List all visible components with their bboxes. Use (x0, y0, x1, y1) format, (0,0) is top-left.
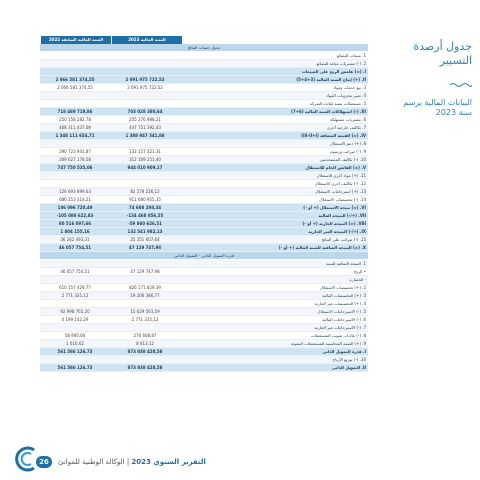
value-current: -134 468 856,55 (126, 213, 164, 218)
table-row (40, 308, 368, 316)
value-current: 255 276 988,21 (129, 117, 161, 122)
value-previous: 1 348 111 654,71 (55, 133, 95, 138)
value-current: 703 028 380,64 (127, 109, 163, 114)
section-band-selffinancing: قدرة التمويل الذاتي - التمويل الذاتي (40, 252, 368, 260)
table-row (40, 300, 368, 308)
value-previous: 46 057 754,51 (60, 269, 90, 274)
row-label: 2. (-) مشتريات مباعة للبضائع (316, 61, 366, 66)
table-row (40, 340, 368, 348)
row-label: 8. (+) دعم الاستغلال (329, 141, 366, 146)
value-current: 276 608,87 (133, 333, 157, 338)
row-label: 1. النتيجة الصافية للسنة (325, 261, 366, 266)
value-previous: 610 157 429,77 (59, 285, 91, 290)
value-previous: 561 586 126,73 (57, 349, 93, 354)
table-header (40, 36, 368, 44)
value-previous: 250 158 282,78 (59, 117, 91, 122)
row-label: IV. (=) القيمة المضافة (III-II+I) (301, 133, 366, 138)
value-previous (40, 52, 110, 59)
row-label: • الربح (354, 269, 366, 274)
value-current: 82 578 226,12 (130, 189, 160, 194)
value-previous (40, 100, 110, 107)
value-previous (40, 260, 110, 267)
side-heading (388, 40, 472, 118)
value-current (110, 100, 180, 107)
value-current (110, 92, 180, 99)
value-current (110, 68, 180, 75)
value-current: 74 608 298,34 (128, 205, 162, 210)
table-row (40, 348, 368, 356)
value-current: 47 129 747,98 (130, 269, 160, 274)
value-current (110, 260, 180, 267)
row-label: V. (=) الفائض الخام للاستغلال (305, 165, 366, 170)
table-row (40, 260, 368, 268)
page-number: 26 (36, 456, 52, 468)
footer-text: التقرير السنوي 2023 | الوكالة الوطنية للموانئ (58, 458, 206, 466)
row-label: 15. (-) ضرائب على النتائج (321, 237, 366, 242)
value-previous: 2 771 335,12 (61, 293, 89, 298)
row-label: 9. (+) القيمة المحاسبية للمستعملات المفوتة (290, 341, 366, 346)
row-label: II. (+) إنتاج السنة المالية (3+4+5) (296, 77, 366, 82)
row-label: 5. مستعملات مثبتة لفائدة الشركة (309, 101, 366, 106)
table-row (40, 52, 368, 60)
table-row (40, 132, 368, 140)
table-row (40, 228, 368, 236)
value-current: 873 838 428,58 (127, 365, 163, 370)
col-previous-year: السنة المالية السابقة 2022 (41, 36, 111, 44)
row-label: 7. تكاليف خارجية أخرى (326, 125, 366, 130)
table-row (40, 76, 368, 84)
value-current: 15 629 563,59 (130, 309, 160, 314)
table-row (40, 268, 368, 276)
value-previous: 4 199 142,29 (61, 317, 89, 322)
table-row (40, 164, 368, 172)
value-previous: 1 016,62 (66, 341, 84, 346)
table-row (40, 292, 368, 300)
page-footer (0, 440, 480, 480)
row-label: 10. (-) توزيع الأرباح (332, 357, 366, 362)
table-row (40, 236, 368, 244)
value-current: 911 680 955,35 (129, 197, 161, 202)
value-previous: 468 311 437,08 (59, 125, 91, 130)
table-row (40, 108, 368, 116)
value-previous: 718 469 719,86 (57, 109, 93, 114)
value-previous: 2 066 581 374,55 (55, 77, 95, 82)
value-previous (40, 68, 110, 75)
row-label: IX. (+/-) النتيجة الغير الجارية (308, 229, 366, 234)
row-label: VI. (=) نتيجة الاستغلال (+ أو -) (303, 205, 366, 210)
table-row (40, 100, 368, 108)
row-label: I. (=) هامش الربح على المبيعات (301, 69, 366, 74)
wave-divider-icon (450, 82, 472, 88)
table-row (40, 212, 368, 220)
row-label: 6. (-) الاسترجاعات المالية (322, 317, 366, 322)
value-previous: 46 057 754,51 (58, 245, 92, 250)
value-previous: 686 353 314,21 (59, 197, 91, 202)
value-previous (40, 180, 110, 187)
section-band-results: جدول حساب النتائج (40, 44, 368, 52)
value-current: 944 010 909,17 (127, 165, 163, 170)
value-previous: 309 627 178,58 (59, 157, 91, 162)
value-current: 873 838 428,58 (127, 349, 163, 354)
section-title: جدول أرصدة التسيير (413, 40, 472, 67)
value-current (110, 300, 180, 307)
row-label: 2. (+) تخصيصات الاستغلال (319, 285, 366, 290)
value-current (110, 180, 180, 187)
table-row (40, 180, 368, 188)
row-label: 8. (-) عائدات تفويت المستعملات (310, 333, 366, 338)
table-row (40, 364, 368, 372)
value-current: 1 388 947 341,88 (125, 133, 165, 138)
table-row (40, 356, 368, 364)
value-current: 132 541 982,13 (127, 229, 163, 234)
table-row (40, 188, 368, 196)
value-current: -59 860 626,51 (128, 221, 162, 226)
value-current: 447 751 392,43 (129, 125, 161, 130)
col-current-year: السنة المالية 2023 (112, 36, 182, 44)
value-previous: 290 723 941,87 (59, 149, 91, 154)
table-row (40, 276, 368, 284)
value-current: 2 091 975 722,52 (125, 77, 165, 82)
table-row (40, 316, 368, 324)
value-previous: 747 750 535,06 (57, 165, 93, 170)
value-previous (40, 92, 110, 99)
value-current (110, 60, 180, 67)
row-label: 12. (-) تكاليف أخرى للاستغلال (314, 181, 366, 186)
row-label: 10. (-) تكاليف المستخدمين (319, 157, 366, 162)
report-title: التقرير السنوي 2023 (131, 458, 206, 466)
row-label: I. قدرة التمويل الذاتي (322, 349, 366, 354)
value-current: 47 129 747,98 (128, 245, 162, 250)
value-previous: 1 804 155,16 (60, 229, 90, 234)
table-row (40, 332, 368, 340)
table-row (40, 68, 368, 76)
table-row (40, 60, 368, 68)
value-previous (40, 276, 110, 283)
row-label: VIII. (=) النتيجة الجارية (+ أو -) (302, 221, 366, 226)
value-previous: -105 080 622,83 (56, 213, 94, 218)
row-label: 6. مشتريات مستهلكة (329, 117, 366, 122)
row-label: 3. (+) التخصيصات المالية (322, 293, 366, 298)
section-subtitle: البيانات المالية برسم سنة 2023 (403, 98, 472, 117)
table-row (40, 196, 368, 204)
value-previous: 126 693 899,63 (59, 189, 91, 194)
value-current: 2 771 335,12 (131, 317, 159, 322)
table-row (40, 204, 368, 212)
results-table (40, 36, 368, 372)
value-current (110, 356, 180, 363)
value-current (110, 172, 180, 179)
row-label: 3. بيع خدمات ومواد (333, 85, 366, 90)
table-row (40, 148, 368, 156)
value-previous (40, 172, 110, 179)
value-previous: 186 096 720,49 (57, 205, 93, 210)
table-row (40, 116, 368, 124)
row-label: - الخسارة (349, 277, 366, 282)
row-label: 5. (-) الاسترجاعات الاستغلال (317, 309, 366, 314)
row-label: X. (=) النتيجة الصافية للسنة المالية (+ أو -) (278, 245, 366, 250)
value-previous: 80 516 097,66 (58, 221, 92, 226)
value-current (110, 276, 180, 283)
row-label: III. (-) استهلاكات السنة المالية (6+7) (291, 109, 366, 114)
value-current: 312 169 251,40 (129, 157, 161, 162)
table-row (40, 84, 368, 92)
row-label: 13. (+) استرجاعات الاستغلال (315, 189, 366, 194)
value-previous (40, 60, 110, 67)
table-row (40, 284, 368, 292)
table-row (40, 244, 368, 252)
value-previous (40, 324, 110, 331)
agency-name: الوكالة الوطنية للموانئ (58, 458, 125, 466)
row-label: 1. مبيعات البضائع (336, 53, 366, 58)
value-current (110, 140, 180, 147)
row-label: 4. (+) التخصيصات غير الجارية (314, 301, 366, 306)
table-row (40, 172, 368, 180)
value-current: 8 013,12 (136, 341, 154, 346)
value-previous: 58 900,00 (64, 333, 86, 338)
value-previous (40, 356, 110, 363)
row-label: VII. (+/-) النتيجة المالية (318, 213, 366, 218)
value-previous: 36 262 493,31 (60, 237, 90, 242)
row-label: 9. (-) ضرائب ورسوم (330, 149, 366, 154)
table-row (40, 324, 368, 332)
value-current: 25 351 607,64 (130, 237, 160, 242)
value-current (110, 324, 180, 331)
value-current (110, 52, 180, 59)
table-row (40, 124, 368, 132)
value-current: 132 157 321,31 (129, 149, 161, 154)
value-previous: 2 066 581 374,55 (57, 85, 93, 90)
row-label: 4. تغيير مخزونات المواد (326, 93, 366, 98)
table-row (40, 156, 368, 164)
row-label: 11. (+) مواد أخرى للاستغلال (316, 173, 366, 178)
value-previous (40, 140, 110, 147)
value-previous: 92 998 765,20 (60, 309, 90, 314)
value-previous: 561 586 126,73 (57, 365, 93, 370)
value-previous (40, 300, 110, 307)
row-label: II. التمويل الذاتي (331, 365, 366, 370)
row-label: 14. (-) تخصيصات الاستغلال (319, 197, 366, 202)
value-current: 826 171 829,39 (129, 285, 161, 290)
row-label: 7. (-) الاسترجاعات غير الجارية (314, 325, 366, 330)
table-row (40, 92, 368, 100)
value-current: 2 091 975 722,52 (127, 85, 163, 90)
table-row (40, 140, 368, 148)
table-row (40, 220, 368, 228)
value-current: 19 206 386,77 (130, 293, 160, 298)
table-body (40, 52, 368, 372)
